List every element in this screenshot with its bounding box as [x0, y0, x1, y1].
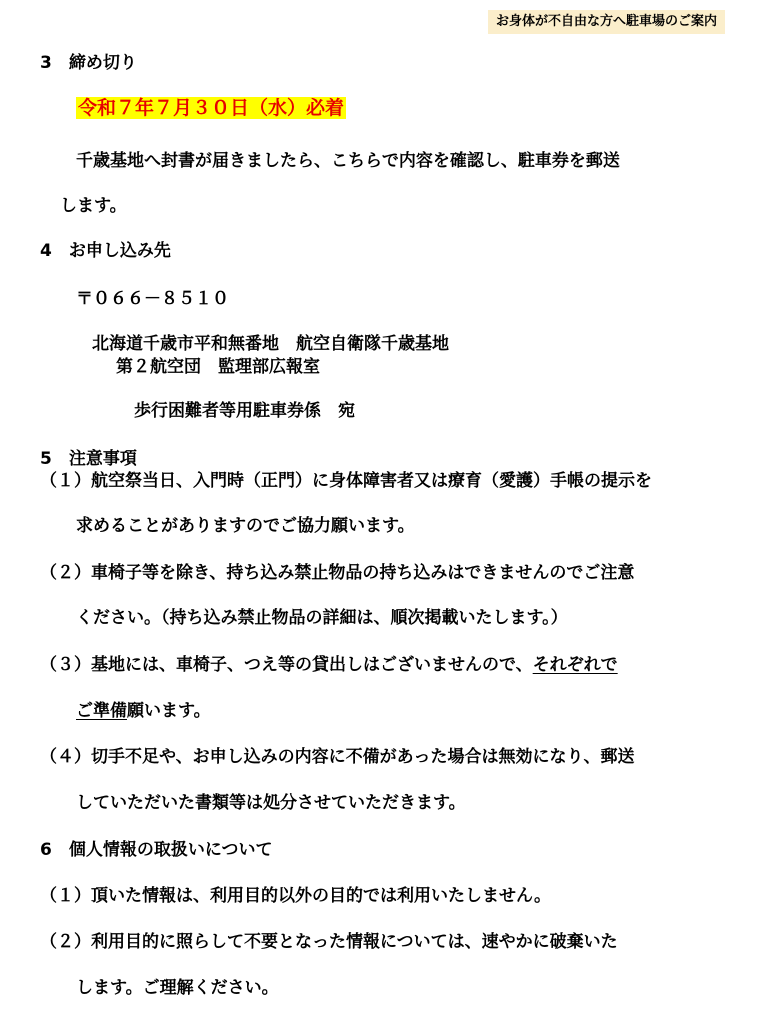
privacy-2-line1: （２）利用目的に照らして不要となった情報については、速やかに破棄いた [40, 932, 618, 952]
address-line1: 北海道千歳市平和無番地 航空自衛隊千歳基地 [92, 334, 449, 354]
notice-4-line2: していただいた書類等は処分させていただきます。 [76, 793, 466, 813]
notice-3-line2-text: 願います。 [127, 701, 211, 721]
deadline-text: 令和７年７月３０日（水）必着 [78, 97, 345, 119]
deadline-highlight [76, 95, 346, 121]
section-4-title: 4 お申し込み先 [40, 241, 171, 261]
notice-4-line1: （４）切手不足や、お申し込みの内容に不備があった場合は無効になり、郵送 [40, 747, 635, 767]
notice-3-underlined-text-2: ご準備 [76, 701, 127, 721]
header-tag: お身体が不自由な方へ駐車場のご案内 [488, 10, 725, 34]
privacy-1: （１）頂いた情報は、利用目的以外の目的では利用いたしません。 [40, 886, 552, 906]
address-line3: 歩行困難者等用駐車券係 宛 [134, 401, 355, 421]
section-3-paragraph-line1: 千歳基地へ封書が届きましたら、こちらで内容を確認し、駐車券を郵送 [76, 151, 620, 171]
notice-1-line2: 求めることがありますのでご協力願います。 [76, 516, 415, 536]
notice-3-line1-text: （３）基地には、車椅子、つえ等の貸出しはございませんので、 [40, 655, 533, 675]
notice-3-line1 [40, 654, 618, 676]
notice-2-line2: ください。（持ち込み禁止物品の詳細は、順次掲載いたします。） [76, 608, 568, 628]
notice-3-underlined-text: それぞれで [532, 655, 618, 675]
privacy-2-line2: します。ご理解ください。 [76, 978, 279, 998]
section-6-title: 6 個人情報の取扱いについて [40, 840, 273, 860]
section-5-title: 5 注意事項 [40, 449, 137, 469]
postal-code: 〒０６６－８５１０ [76, 289, 229, 309]
notice-1-line1: （１）航空祭当日、入門時（正門）に身体障害者又は療育（愛護）手帳の提示を [40, 471, 652, 491]
section-3-title: 3 締め切り [40, 53, 137, 73]
address-line2: 第２航空団 監理部広報室 [116, 357, 320, 377]
section-3-paragraph-line2: します。 [60, 196, 127, 216]
notice-3-line2 [76, 700, 211, 722]
notice-2-line1: （２）車椅子等を除き、持ち込み禁止物品の持ち込みはできませんのでご注意 [40, 563, 635, 583]
